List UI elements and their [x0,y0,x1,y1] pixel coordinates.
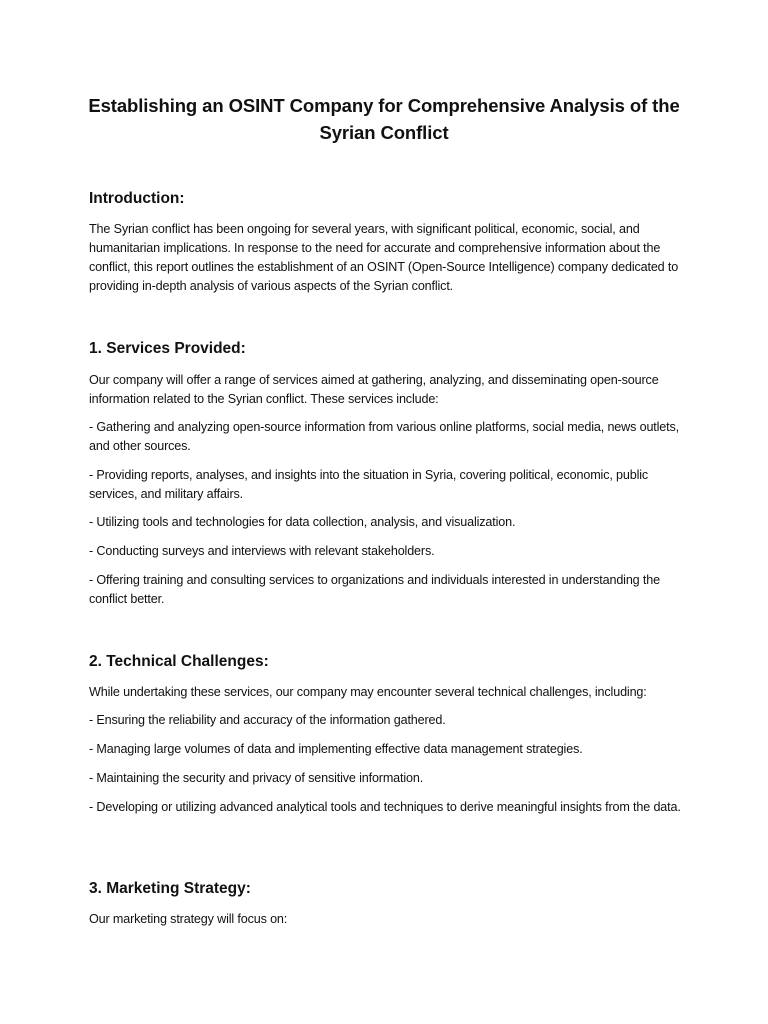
introduction-heading: Introduction: [89,190,185,207]
document-title: Establishing an OSINT Company for Comprehensive Analysis of the Syrian Conflict [88,95,680,143]
challenges-item: - Developing or utilizing advanced analytical tools and techniques to derive meaningful insights from the data. [89,800,681,814]
challenges-item: - Maintaining the security and privacy of sensitive information. [89,771,424,785]
services-item: - Conducting surveys and interviews with relevant stakeholders. [89,544,435,558]
services-item: - Providing reports, analyses, and insights into the situation in Syria, covering political, economic, public services, and military affairs. [89,468,649,501]
marketing-intro: Our marketing strategy will focus on: [89,912,288,926]
challenges-item: - Managing large volumes of data and implementing effective data management strategies. [89,742,583,756]
services-item: - Utilizing tools and technologies for data collection, analysis, and visualization. [89,515,516,529]
marketing-heading: 3. Marketing Strategy: [89,880,251,897]
introduction-paragraph: The Syrian conflict has been ongoing for several years, with significant political, economic, social, and humanitarian implications. In response to the need for accurate and comprehensive information about the conflict, this report outlines the establishment of an OSINT (Open-Source Intelligence) company dedicated to providing in-depth analysis of various aspects of the Syrian conflict. [89,222,679,293]
challenges-heading: 2. Technical Challenges: [89,653,269,670]
services-item: - Offering training and consulting services to organizations and individuals interested in understanding the conflict better. [89,573,660,606]
challenges-item: - Ensuring the reliability and accuracy of the information gathered. [89,713,446,727]
services-intro: Our company will offer a range of services aimed at gathering, analyzing, and disseminating open-source information related to the Syrian conflict. These services include: [89,373,659,406]
challenges-intro: While undertaking these services, our company may encounter several technical challenges, including: [89,685,647,699]
services-heading: 1. Services Provided: [89,340,246,357]
services-item: - Gathering and analyzing open-source information from various online platforms, social media, news outlets, and other sources. [89,420,680,453]
